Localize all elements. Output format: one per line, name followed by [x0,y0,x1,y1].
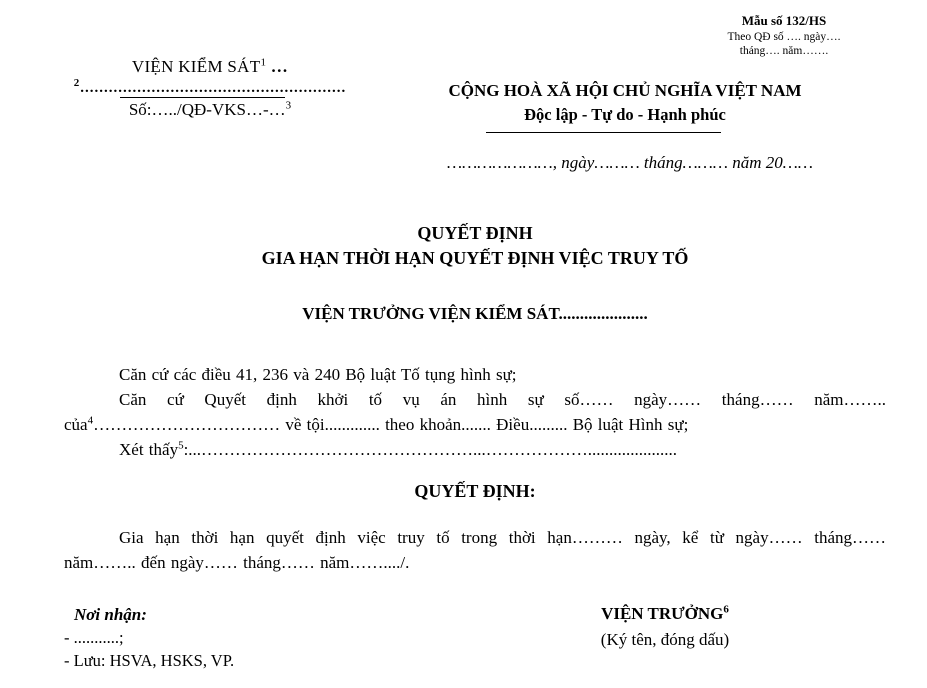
footnote-ref-4: 4 [87,414,94,427]
citation-line-1: Căn cứ các điều 41, 236 và 240 Bộ luật Tố tụng hình sự; [119,365,517,384]
org-sub-name-dots: ........................................................ [80,80,347,96]
motto-rule [486,132,721,133]
consideration-line [64,437,886,462]
authority-line: VIỆN TRƯỞNG VIỆN KIỂM SÁT..................... [302,304,648,323]
org-underline-rule [120,97,285,98]
consideration-text: Xét thấy [119,440,179,459]
recipient-line: - ...........; [64,628,124,647]
footnote-ref-2: 2 [73,78,81,89]
citations-block [64,362,886,462]
org-sub-name-line [70,78,350,98]
place-date-line: …………………, ngày……… tháng……… năm 20…… [446,153,814,172]
form-number: Mẫu số 132/HS [741,13,827,28]
recipients-block [64,603,234,672]
document-number-line [70,100,350,120]
recipient-line: - Lưu: HSVA, HSKS, VP. [64,651,235,670]
document-number: Số:…../QĐ-VKS…-… [128,100,286,119]
citation-line-3 [64,412,886,437]
citation-line-3-fill: …………………………… về tội............. theo khoản....... Điều......... Bộ luật Hình sự; [93,415,689,434]
decision-line-2: năm…….. đến ngày…… tháng…… năm……..../. [64,553,410,572]
footnote-ref-3: 3 [285,99,292,112]
signature-block [563,601,767,653]
document-title-line2: GIA HẠN THỜI HẠN QUYẾT ĐỊNH VIỆC TRUY TỐ [261,248,689,268]
org-name: VIỆN KIỂM SÁT [131,57,261,76]
signer-title-line [563,601,767,627]
signer-note: (Ký tên, đóng dấu) [600,630,730,649]
form-reference-block [688,13,880,59]
decision-line-1: Gia hạn thời hạn quyết định việc truy tố trong thời hạn……… ngày, kể từ ngày…… tháng…… [119,528,886,547]
decision-heading: QUYẾT ĐỊNH: [414,481,536,501]
signer-title: VIỆN TRƯỞNG [601,604,724,623]
document-title-block [30,221,920,271]
consideration-fill: :...…………………………………………...………………..................... [183,440,678,459]
document-title-line1: QUYẾT ĐỊNH [417,223,533,243]
issuing-org-block [70,57,350,120]
footnote-ref-6: 6 [723,603,729,616]
citation-line-3-text: của [64,415,88,434]
org-name-fill: … [266,57,289,76]
form-reference-line: tháng…. năm……. [739,45,829,58]
decision-body-block [64,525,886,575]
org-name-line [70,57,350,77]
footnote-ref-5: 5 [178,439,184,452]
form-reference-line: Theo QĐ số …. ngày…. [727,30,841,43]
citation-line-2: Căn cứ Quyết định khởi tố vụ án hình sự số…… ngày…… tháng…… năm…….. [119,390,886,409]
national-header-block [390,81,860,133]
national-motto: Độc lập - Tự do - Hạnh phúc [524,105,726,124]
national-name: CỘNG HOÀ XÃ HỘI CHỦ NGHĨA VIỆT NAM [448,81,802,100]
footnote-ref-1: 1 [260,56,267,69]
recipients-label: Nơi nhận: [74,605,147,624]
